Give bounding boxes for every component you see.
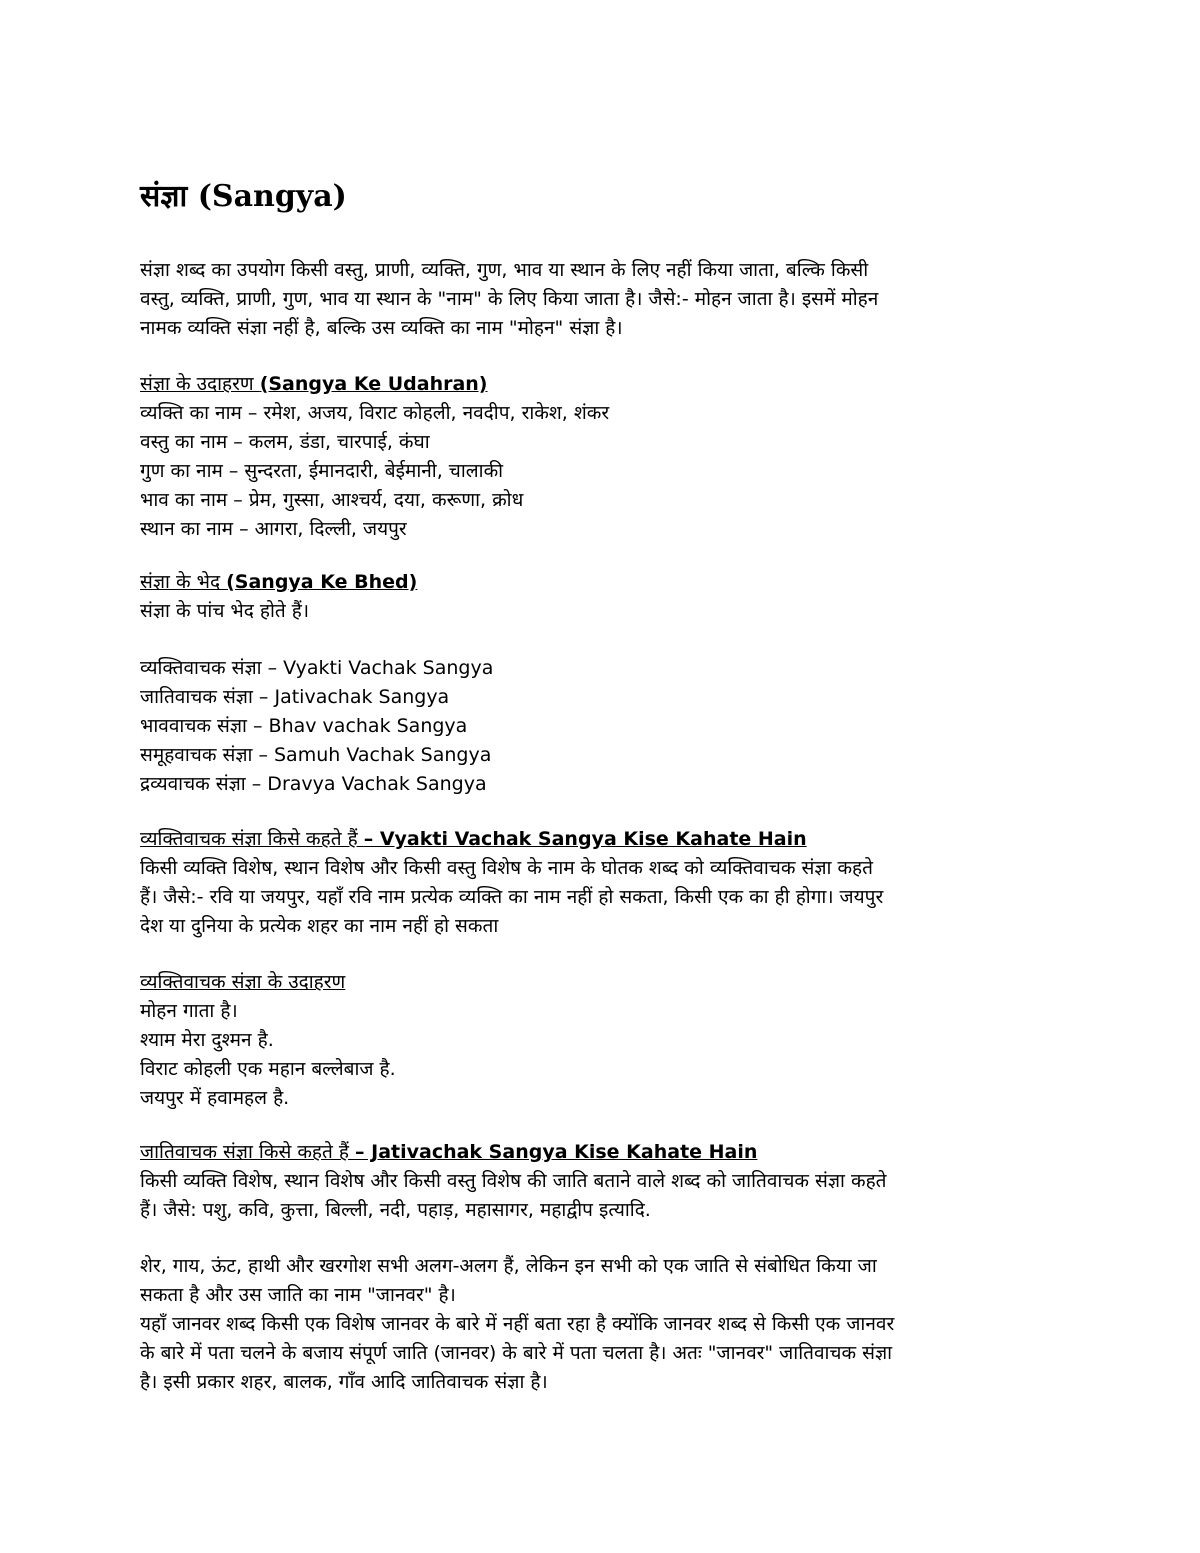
example-line: स्थान का नाम – आगरा, दिल्ली, जयपुर	[140, 518, 407, 540]
vyakti-example-line: मोहन गाता है।	[140, 1000, 238, 1022]
jati-heading-hindi: जातिवाचक संज्ञा किसे कहते हैं	[140, 1141, 356, 1163]
vyakti-line: देश या दुनिया के प्रत्येक शहर का नाम नहीं हो सकता	[140, 915, 499, 937]
intro-line: संज्ञा शब्द का उपयोग किसी वस्तु, प्राणी, व्यक्ति, गुण, भाव या स्थान के लिए नहीं किया जाता, बल्कि किसी	[140, 259, 869, 281]
vyakti-example-line: जयपुर में हवामहल है.	[140, 1087, 290, 1109]
vyakti-line: हैं। जैसे:- रवि या जयपुर, यहाँ रवि नाम प्रत्येक व्यक्ति का नाम नहीं हो सकता, किसी एक का ही होगा। जयपुर	[140, 886, 884, 908]
example-line: वस्तु का नाम – कलम, डंडा, चारपाई, कंघा	[140, 431, 430, 453]
examples-heading-english: (Sangya Ke Udahran)	[259, 373, 488, 395]
types-heading	[140, 568, 1060, 597]
examples-heading	[140, 370, 1060, 399]
types-intro: संज्ञा के पांच भेद होते हैं।	[140, 600, 310, 622]
jati-explanation-line: के बारे में पता चलने के बजाय संपूर्ण जाति (जानवर) के बारे में पता चलता है। अतः "जानवर" जातिवाचक संज्ञा	[140, 1342, 893, 1364]
jati-heading-english: – Jativachak Sangya Kise Kahate Hain	[355, 1141, 758, 1163]
types-section	[140, 568, 1060, 626]
types-heading-hindi: संज्ञा के भेद	[140, 571, 227, 593]
types-list	[140, 654, 1060, 799]
type-item: द्रव्यवाचक संज्ञा – Dravya Vachak Sangya	[140, 773, 487, 795]
intro-line: वस्तु, व्यक्ति, प्राणी, गुण, भाव या स्थान के "नाम" के लिए किया जाता है। जैसे:- मोहन जाता है। इसमें मोहन	[140, 288, 879, 310]
example-line: भाव का नाम – प्रेम, गुस्सा, आश्चर्य, दया, करूणा, क्रोध	[140, 489, 524, 511]
vyakti-heading-hindi: व्यक्तिवाचक संज्ञा किसे कहते हैं	[140, 828, 364, 850]
vyakti-section	[140, 825, 1060, 941]
type-item: भाववाचक संज्ञा – Bhav vachak Sangya	[140, 715, 468, 737]
jati-explanation	[140, 1252, 1060, 1397]
vyakti-heading	[140, 825, 1060, 854]
type-item: व्यक्तिवाचक संज्ञा – Vyakti Vachak Sangya	[140, 657, 494, 679]
vyakti-line: किसी व्यक्ति विशेष, स्थान विशेष और किसी वस्तु विशेष के नाम के घोतक शब्द को व्यक्तिवाचक संज्ञा कहते	[140, 857, 873, 879]
jati-explanation-line: शेर, गाय, ऊंट, हाथी और खरगोश सभी अलग-अलग हैं, लेकिन इन सभी को एक जाति से संबोधित किया जा	[140, 1255, 877, 1277]
vyakti-examples-heading: व्यक्तिवाचक संज्ञा के उदाहरण	[140, 971, 346, 993]
page-title: संज्ञा (Sangya)	[140, 179, 347, 214]
jati-section	[140, 1138, 1060, 1225]
jati-explanation-line: यहाँ जानवर शब्द किसी एक विशेष जानवर के बारे में नहीं बता रहा है क्योंकि जानवर शब्द से किसी एक जानवर	[140, 1313, 895, 1335]
type-item: समूहवाचक संज्ञा – Samuh Vachak Sangya	[140, 744, 492, 766]
vyakti-heading-english: – Vyakti Vachak Sangya Kise Kahate Hain	[363, 828, 807, 850]
vyakti-examples	[140, 968, 1060, 1113]
intro-paragraph	[140, 256, 1060, 343]
example-line: गुण का नाम – सुन्दरता, ईमानदारी, बेईमानी, चालाकी	[140, 460, 504, 482]
vyakti-example-line: विराट कोहली एक महान बल्लेबाज है.	[140, 1058, 396, 1080]
type-item: जातिवाचक संज्ञा – Jativachak Sangya	[140, 686, 450, 708]
examples-section	[140, 370, 1060, 544]
jati-heading	[140, 1138, 1060, 1167]
vyakti-example-line: श्याम मेरा दुश्मन है.	[140, 1029, 274, 1051]
intro-line: नामक व्यक्ति संज्ञा नहीं है, बल्कि उस व्यक्ति का नाम "मोहन" संज्ञा है।	[140, 317, 623, 339]
example-line: व्यक्ति का नाम – रमेश, अजय, विराट कोहली, नवदीप, राकेश, शंकर	[140, 402, 610, 424]
examples-heading-hindi: संज्ञा के उदाहरण	[140, 373, 260, 395]
jati-line: हैं। जैसे: पशु, कवि, कुत्ता, बिल्ली, नदी, पहाड़, महासागर, महाद्वीप इत्यादि.	[140, 1199, 651, 1221]
types-heading-english: (Sangya Ke Bhed)	[226, 571, 418, 593]
jati-explanation-line: है। इसी प्रकार शहर, बालक, गाँव आदि जातिवाचक संज्ञा है।	[140, 1371, 548, 1393]
jati-line: किसी व्यक्ति विशेष, स्थान विशेष और किसी वस्तु विशेष की जाति बताने वाले शब्द को जातिवाचक संज्ञा कहते	[140, 1170, 887, 1192]
jati-explanation-line: सकता है और उस जाति का नाम "जानवर" है।	[140, 1284, 456, 1306]
